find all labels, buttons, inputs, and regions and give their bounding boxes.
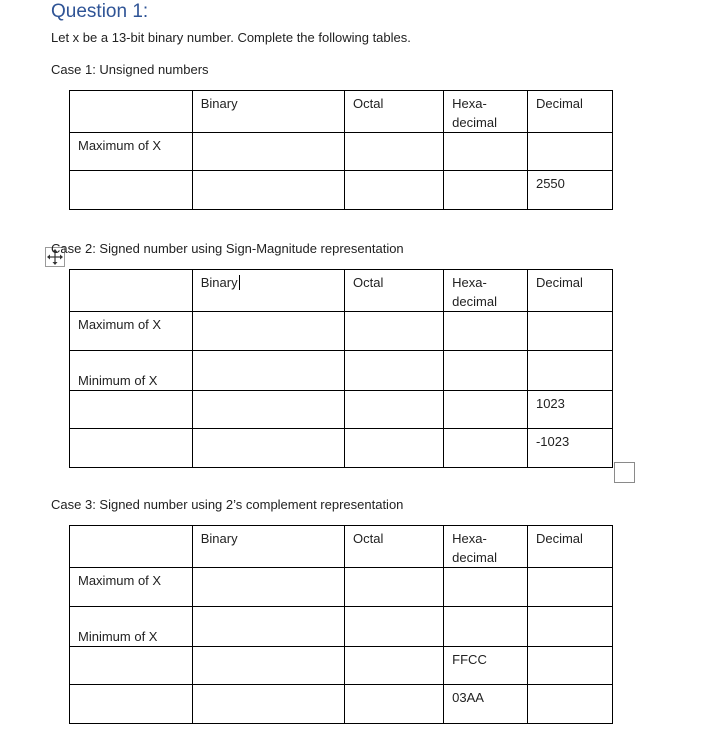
table-cell[interactable] <box>345 391 444 429</box>
table-cell[interactable] <box>70 685 193 724</box>
table-cell[interactable] <box>345 429 444 468</box>
header-cell[interactable]: Hexa-decimal <box>444 526 528 568</box>
row-label: Maximum of X <box>78 138 162 153</box>
header-cell[interactable] <box>70 526 193 568</box>
header-cell[interactable]: Hexa-decimal <box>444 91 528 133</box>
row-label: Minimum of X <box>78 629 158 644</box>
case1-table <box>69 90 613 210</box>
table-cell[interactable] <box>70 312 193 351</box>
table-cell[interactable] <box>527 685 612 724</box>
table-cell[interactable] <box>70 568 193 607</box>
table-cell[interactable] <box>345 647 444 685</box>
header-cell[interactable]: Decimal <box>527 270 612 312</box>
table-row <box>70 312 613 351</box>
binary-header-label: Binary <box>200 275 238 290</box>
table-row <box>70 429 613 468</box>
case2-caption: Case 2: Signed number using Sign-Magnitude representation <box>51 241 404 256</box>
table-cell[interactable] <box>444 568 528 607</box>
table-row <box>70 607 613 647</box>
table-cell[interactable] <box>70 391 193 429</box>
header-cell[interactable] <box>192 270 344 312</box>
table-cell[interactable] <box>444 171 528 210</box>
table-row <box>70 133 613 171</box>
table-cell[interactable]: FFCC <box>444 647 528 685</box>
table-cell[interactable] <box>527 133 612 171</box>
table-cell[interactable] <box>192 568 344 607</box>
case3-caption: Case 3: Signed number using 2’s complement representation <box>51 497 404 512</box>
table-cell[interactable] <box>444 607 528 647</box>
table-cell[interactable] <box>527 351 612 391</box>
table-cell[interactable] <box>70 351 193 391</box>
table-cell[interactable] <box>70 429 193 468</box>
table-cell[interactable] <box>192 647 344 685</box>
question-heading: Question 1: <box>51 1 149 22</box>
table-cell[interactable]: 03AA <box>444 685 528 724</box>
header-cell[interactable] <box>70 270 193 312</box>
table-row <box>70 391 613 429</box>
table-cell[interactable] <box>192 171 344 210</box>
header-cell[interactable]: Binary <box>192 91 344 133</box>
table-cell[interactable] <box>345 607 444 647</box>
table-row <box>70 351 613 391</box>
table-cell[interactable] <box>444 312 528 351</box>
case2-table <box>69 269 613 468</box>
row-label: Minimum of X <box>78 373 158 388</box>
table-header-row <box>70 526 613 568</box>
table-cell[interactable] <box>192 429 344 468</box>
table-cell[interactable] <box>345 312 444 351</box>
table-row <box>70 171 613 210</box>
table-cell[interactable] <box>527 647 612 685</box>
header-cell[interactable] <box>70 91 193 133</box>
table-cell[interactable] <box>527 607 612 647</box>
table-cell[interactable] <box>345 133 444 171</box>
table-cell[interactable]: -1023 <box>527 429 612 468</box>
table-cell[interactable] <box>192 391 344 429</box>
text-cursor <box>239 275 240 290</box>
table-cell[interactable] <box>192 685 344 724</box>
table-cell[interactable] <box>444 429 528 468</box>
intro-text: Let x be a 13-bit binary number. Complete the following tables. <box>51 30 411 45</box>
table-row <box>70 568 613 607</box>
table-row <box>70 685 613 724</box>
table-cell[interactable] <box>192 351 344 391</box>
table-cell[interactable] <box>444 391 528 429</box>
table-cell[interactable] <box>70 133 193 171</box>
header-cell[interactable]: Binary <box>192 526 344 568</box>
table-cell[interactable]: 1023 <box>527 391 612 429</box>
header-cell[interactable]: Decimal <box>527 91 612 133</box>
row-label: Maximum of X <box>78 573 162 588</box>
table-header-row <box>70 91 613 133</box>
table-cell[interactable] <box>345 351 444 391</box>
table-cell[interactable] <box>192 312 344 351</box>
resize-handle-icon[interactable] <box>614 462 635 483</box>
table-cell[interactable] <box>527 568 612 607</box>
table-cell[interactable] <box>70 171 193 210</box>
case1-caption: Case 1: Unsigned numbers <box>51 62 209 77</box>
header-cell[interactable]: Decimal <box>527 526 612 568</box>
table-cell[interactable] <box>70 607 193 647</box>
table-cell[interactable] <box>527 312 612 351</box>
table-cell[interactable] <box>345 568 444 607</box>
header-cell[interactable]: Hexa-decimal <box>444 270 528 312</box>
header-cell[interactable]: Octal <box>345 526 444 568</box>
header-cell[interactable]: Octal <box>345 91 444 133</box>
table-cell[interactable] <box>444 351 528 391</box>
table-header-row <box>70 270 613 312</box>
header-cell[interactable]: Octal <box>345 270 444 312</box>
table-cell[interactable] <box>345 171 444 210</box>
table-cell[interactable] <box>70 647 193 685</box>
case3-table <box>69 525 613 724</box>
table-row <box>70 647 613 685</box>
table-cell[interactable] <box>192 607 344 647</box>
row-label: Maximum of X <box>78 317 162 332</box>
table-cell[interactable] <box>444 133 528 171</box>
table-cell[interactable] <box>192 133 344 171</box>
table-cell[interactable]: 2550 <box>527 171 612 210</box>
table-cell[interactable] <box>345 685 444 724</box>
